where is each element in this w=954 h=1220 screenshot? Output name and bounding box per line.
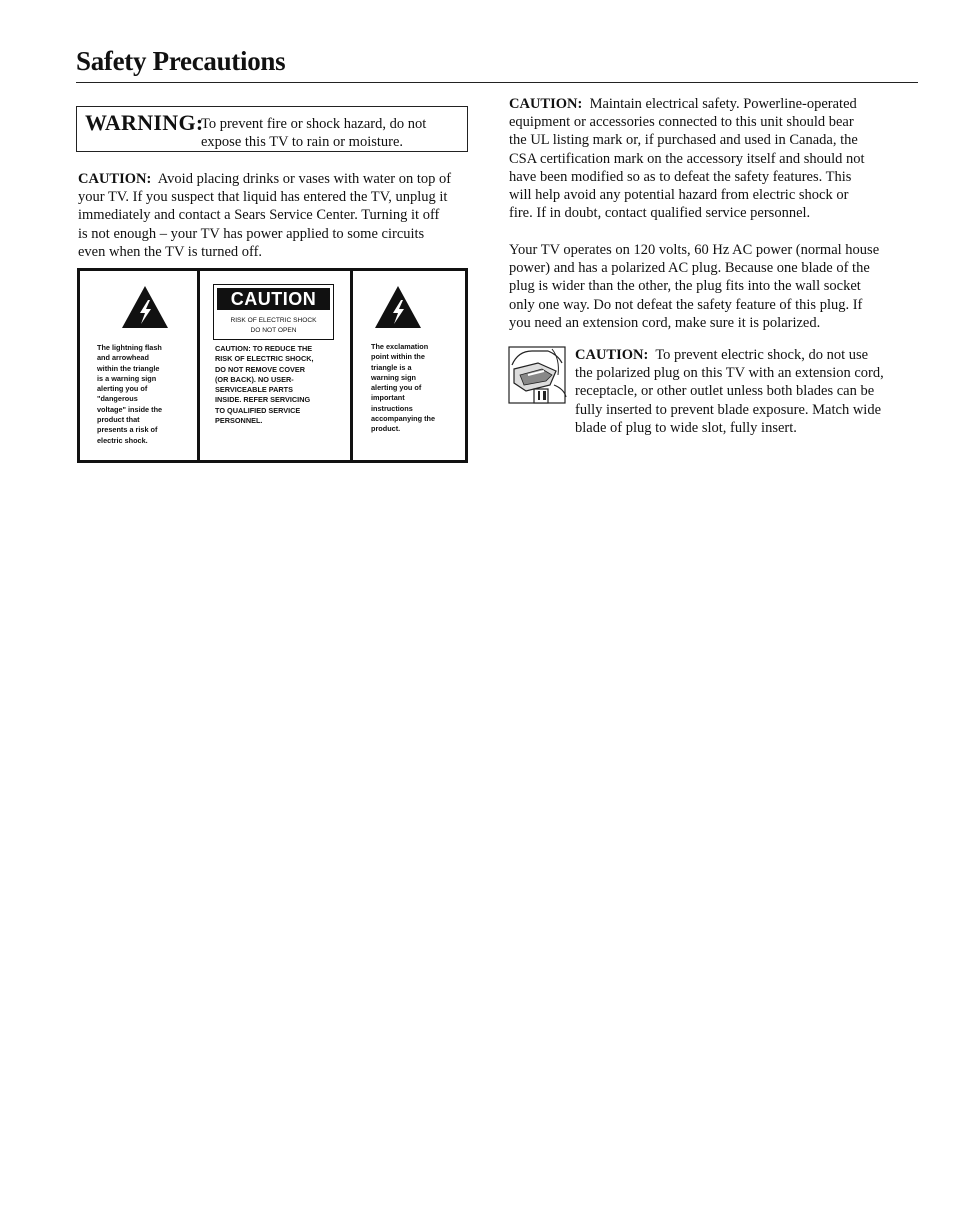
warning-triangle-icon — [374, 285, 422, 329]
page-title: Safety Precautions — [76, 46, 286, 76]
caution-risk-text: RISK OF ELECTRIC SHOCK DO NOT OPEN — [230, 317, 317, 334]
power-line-1: Your TV operates on 120 volts, 60 Hz AC power (normal house — [509, 242, 880, 258]
exclamation-description: The exclamation point within the triangle is a warning sign alerting you of important instructions accompanying the product. — [371, 342, 436, 434]
plug-caution-line-5: blade of plug to wide slot, fully insert. — [575, 419, 797, 436]
right-caution-line-6: will help avoid any potential hazard from electric shock or — [509, 187, 849, 204]
left-caution-line-5: even when the TV is turned off. — [78, 243, 263, 260]
right-caution-paragraph — [509, 95, 909, 222]
warning-label: WARNING: — [85, 110, 204, 135]
plug-caution-line-3: receptacle, or other outlet unless both blades can be — [575, 383, 875, 400]
left-caution-line-1: CAUTION: Avoid placing drinks or vases with water on top of — [78, 171, 452, 187]
left-caution-paragraph — [78, 170, 478, 261]
caution-banner: CAUTION — [217, 288, 330, 310]
plug-caution-label: CAUTION: — [575, 347, 649, 363]
title-rule — [76, 82, 918, 83]
power-line-4: only one way. Do not defeat the safety feature of this plug. If — [509, 296, 863, 313]
plug-caution-line-1: CAUTION: To prevent electric shock, do not use — [575, 347, 869, 363]
lightning-triangle-icon — [121, 285, 169, 329]
power-line-3: plug is wider than the other, the plug fits into the wall socket — [509, 278, 861, 295]
power-paragraph — [509, 241, 909, 332]
panel-divider-left — [197, 271, 200, 460]
caution-label-box — [213, 284, 334, 340]
right-caution-line-4: CSA certification mark on the accessory itself and should not — [509, 150, 865, 167]
plug-caution-line-2: the polarized plug on this TV with an extension cord, — [575, 365, 884, 382]
panel-divider-right — [350, 271, 353, 460]
power-line-5: you need an extension cord, make sure it is polarized. — [509, 314, 821, 331]
right-caution-line-7: fire. If in doubt, contact qualified service personnel. — [509, 205, 811, 222]
plug-caution-line-4: fully inserted to prevent blade exposure. Match wide — [575, 401, 882, 418]
power-line-2: power) and has a polarized AC plug. Because one blade of the — [509, 260, 870, 277]
warning-box — [76, 106, 468, 152]
right-caution-line-5: have been modified so as to defeat the safety features. This — [509, 168, 852, 185]
polarized-plug-icon — [508, 345, 570, 407]
left-caution-line-4: is not enough – your TV has power applied to some circuits — [78, 225, 425, 242]
left-caution-line-3: immediately and contact a Sears Service Center. Turning it off — [78, 207, 440, 224]
right-caution-line-2: equipment or accessories connected to this unit should bear — [509, 114, 854, 131]
left-caution-label: CAUTION: — [78, 171, 152, 187]
right-caution-line-3: the UL listing mark or, if purchased and used in Canada, the — [509, 132, 858, 149]
right-caution-line-1: CAUTION: Maintain electrical safety. Powerline-operated — [509, 96, 857, 112]
lightning-description: The lightning flash and arrowhead within the triangle is a warning sign alerting you of "dangerous voltage" inside the product that presents a risk of electric shock. — [97, 343, 163, 445]
right-caution-label: CAUTION: — [509, 96, 583, 112]
left-caution-line-2: your TV. If you suspect that liquid has entered the TV, unplug it — [78, 189, 448, 206]
symbol-panel — [77, 268, 468, 463]
plug-caution-paragraph — [575, 346, 915, 437]
warning-line-2: expose this TV to rain or moisture. — [201, 134, 404, 150]
warning-line-1: To prevent fire or shock hazard, do not — [201, 116, 427, 132]
caution-description: CAUTION: TO REDUCE THE RISK OF ELECTRIC SHOCK, DO NOT REMOVE COVER (OR BACK). NO USER- SERVICEABLE PARTS INSIDE. REFER SERVICING TO QUALIFIED SERVICE PERSONNEL. — [215, 344, 314, 426]
